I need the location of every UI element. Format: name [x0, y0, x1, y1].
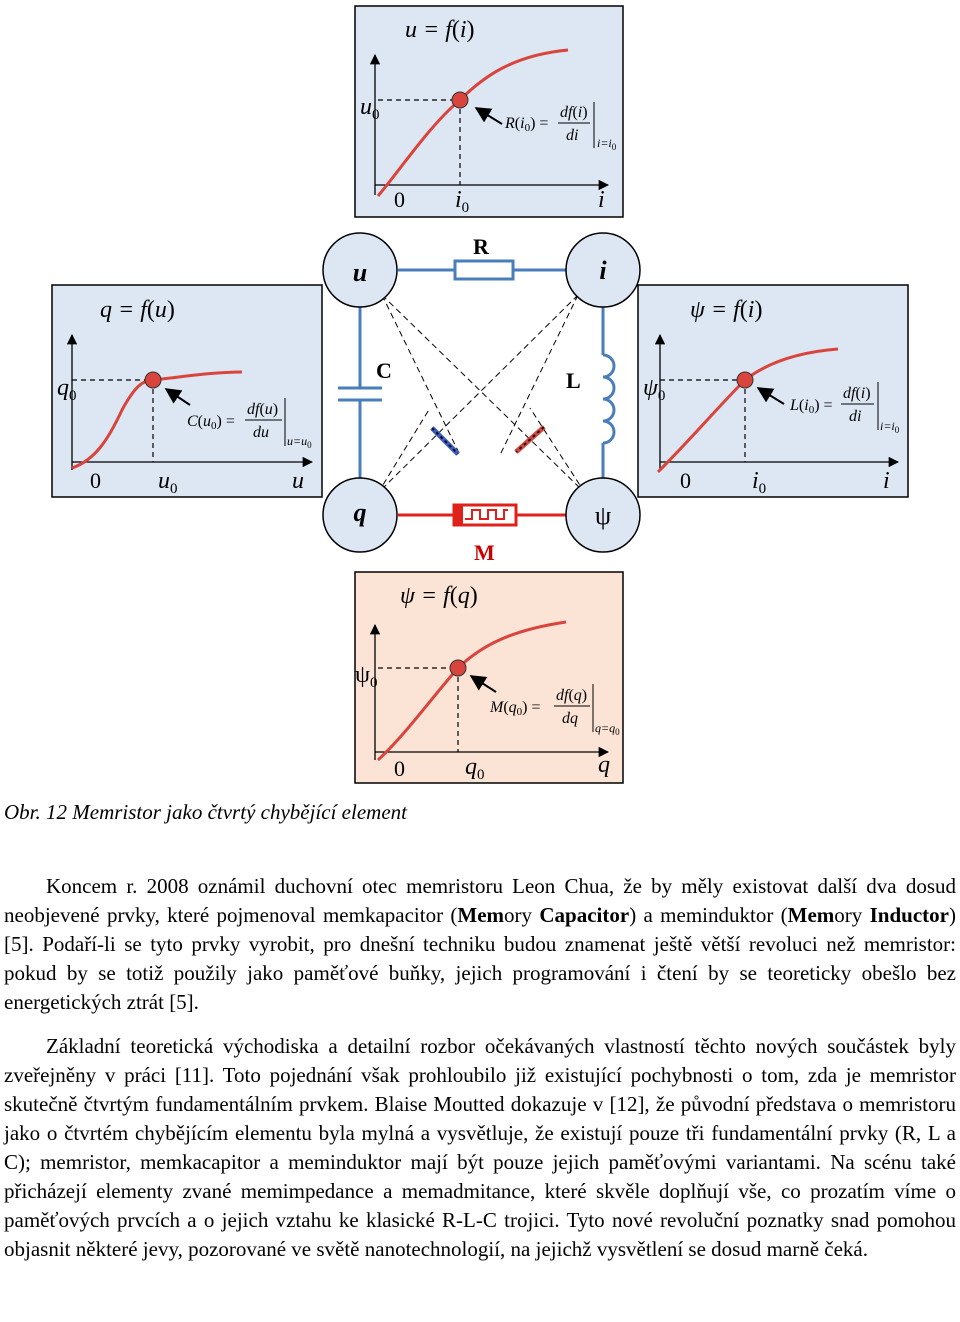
- top-deriv-at-sub: 0: [524, 122, 531, 134]
- right-x-mark-sub: 0: [758, 481, 767, 497]
- right-title-lhs: ψ: [690, 297, 705, 323]
- bottom-deriv-num-arg: q: [573, 687, 582, 704]
- meminductor-symbol-icon: [516, 427, 544, 452]
- svg-text:df(u): df(u): [247, 401, 279, 418]
- left-deriv-at-sub: 0: [211, 420, 217, 432]
- right-y-sub: 0: [657, 388, 666, 404]
- resistor-label: R: [473, 234, 489, 259]
- bottom-deriv-at: q: [508, 699, 517, 716]
- right-deriv-at: i: [804, 397, 809, 414]
- svg-text:df(i): df(i): [560, 104, 588, 121]
- svg-text:q = f(u): q = f(u): [100, 297, 175, 323]
- bottom-x-axis-label: q: [598, 752, 610, 778]
- svg-text:M(q0) =: M(q0) =: [490, 699, 541, 718]
- panel-right-l-chart: [638, 285, 908, 497]
- bottom-x-mark: q: [465, 754, 477, 780]
- svg-text:df(i): df(i): [843, 385, 871, 402]
- left-x-mark-sub: 0: [170, 481, 178, 497]
- left-y-label: q: [57, 375, 69, 401]
- top-y-label: u: [360, 94, 372, 120]
- left-eval: u=u: [287, 434, 308, 448]
- right-deriv-num: df: [843, 385, 856, 402]
- bottom-deriv-den: dq: [562, 710, 578, 727]
- right-operating-point: [737, 372, 753, 388]
- top-title-f: f: [445, 17, 452, 43]
- capacitor-label: C: [376, 358, 392, 383]
- node-u: [323, 233, 397, 307]
- right-y-label: ψ: [643, 375, 658, 401]
- left-title-f: f: [140, 297, 147, 323]
- svg-text:u: u: [352, 258, 368, 287]
- panel-left-c-chart: [52, 285, 322, 497]
- bottom-eval-sub: 0: [615, 727, 620, 737]
- svg-text:q: q: [353, 498, 367, 527]
- bottom-deriv-fn: M: [490, 699, 504, 716]
- top-x-mark: i: [455, 187, 462, 213]
- svg-text:df(q): df(q): [556, 687, 588, 704]
- top-deriv-num: df: [560, 104, 573, 121]
- bottom-y-sub: 0: [370, 675, 378, 691]
- top-title-var: i: [459, 17, 467, 43]
- top-deriv-at: i: [520, 115, 525, 132]
- top-operating-point: [452, 92, 468, 108]
- bottom-title-f: f: [443, 583, 450, 609]
- resistor-symbol-icon: [455, 261, 513, 279]
- node-q: [323, 478, 397, 552]
- right-eval-sub: 0: [894, 425, 900, 435]
- bottom-operating-point: [450, 660, 466, 676]
- top-eval-sub: 0: [611, 142, 617, 152]
- top-deriv-num-arg: i: [577, 104, 583, 121]
- svg-text:ψ = f(i): ψ = f(i): [690, 297, 763, 323]
- top-deriv-den: di: [566, 127, 579, 144]
- left-deriv-num-arg: u: [264, 401, 273, 418]
- inductor-symbol-icon: [603, 355, 614, 443]
- svg-text:i: i: [599, 256, 607, 285]
- top-x-axis-label: i: [598, 187, 605, 213]
- svg-text:ψ: ψ: [594, 501, 612, 530]
- paragraph-2: Základní teoretická východiska a detailní rozbor očekávaných vlastností těchto nových součástek byly zveřejněny v práci [11]. Toto pojednání však prohloubilo již existující pochybnosti o tom, zda je memristor skutečně čtvrtým fundamentálním prvkem. Blaise Moutted dokazuje v [12], že původní představa o memristoru jako o čtvrtém chybějícím elementu byla mylná a vysvětluje, že existují pouze tři fundamentální prvky (R, L a C); memristor, memkacapitor a meminduktor mají být pouze jejich paměťovými variantami. Na scénu také přicházejí elementy zvané memimpedance a memadmitance, které skvěle doplňují vše, co prozatím víme o paměťových prvcích a o jejich vztahu ke klasické R-L-C trojici. Tyto nové revoluční poznatky snad pomohou objasnit některé jevy, pozorované ve světě nanotechnologií, na jejichž vysvětlení se dosud marně čeká.: [4, 1034, 956, 1261]
- svg-text:ψ = f(q): ψ = f(q): [400, 583, 478, 609]
- node-psi: [566, 478, 640, 552]
- left-x-axis-label: u: [292, 468, 304, 494]
- right-eval: i=i: [880, 419, 895, 433]
- bottom-deriv-num: df: [556, 687, 569, 704]
- memcapacitor-symbol-icon: [432, 428, 458, 454]
- svg-text:C(u0) =: C(u0) =: [187, 413, 235, 432]
- top-y-sub: 0: [372, 107, 380, 123]
- svg-text:R(i0) =: R(i0) =: [505, 115, 549, 134]
- right-x-mark: i: [752, 468, 759, 494]
- left-deriv-at: u: [203, 413, 211, 430]
- top-x-origin: 0: [394, 187, 405, 212]
- bottom-deriv-at-sub: 0: [516, 706, 523, 718]
- bottom-eval: q=q: [595, 721, 616, 735]
- panel-bottom-m-chart: [355, 572, 623, 783]
- right-x-origin: 0: [680, 468, 691, 493]
- left-x-mark: u: [158, 468, 170, 494]
- svg-text:u = f(i): u = f(i): [405, 17, 475, 43]
- left-deriv-den: du: [253, 424, 269, 441]
- left-title-lhs: q: [100, 297, 112, 323]
- top-title-lhs: u: [405, 17, 417, 43]
- bottom-title-lhs: ψ: [400, 583, 415, 609]
- bottom-x-origin: 0: [394, 756, 405, 781]
- bottom-title-var: q: [457, 583, 470, 609]
- bottom-y-label: ψ: [355, 662, 371, 688]
- node-i: [566, 233, 640, 307]
- left-eval-sub: 0: [307, 440, 312, 450]
- right-title-f: f: [733, 297, 740, 323]
- left-title-var: u: [154, 297, 167, 323]
- svg-text:L(i0) =: L(i0) =: [790, 397, 833, 416]
- panel-top-r-chart: [355, 6, 623, 217]
- top-x-mark-sub: 0: [461, 200, 470, 216]
- right-deriv-fn: L: [790, 397, 799, 414]
- left-operating-point: [145, 372, 161, 388]
- left-deriv-fn: C: [187, 413, 198, 430]
- right-deriv-den: di: [849, 408, 862, 425]
- paragraph-1: Koncem r. 2008 oznámil duchovní otec memristoru Leon Chua, že by měly existovat další dva dosud neobjevené prvky, které pojmenoval memkapacitor (Memory Capacitor) a meminduktor (Memory Inductor) [5]. Podaří-li se tyto prvky vyrobit, pro dnešní techniku budou znamenat ještě větší revoluci než memristor: pokud by se totiž použily jako paměťové buňky, jejich programování i čtení by se teoreticky obešlo bez energetických ztrát [5].: [4, 874, 956, 1014]
- right-title-var: i: [747, 297, 755, 323]
- circuit: [323, 233, 640, 565]
- inductor-label: L: [566, 368, 581, 393]
- right-deriv-at-sub: 0: [808, 404, 815, 416]
- bottom-x-mark-sub: 0: [477, 767, 485, 783]
- left-deriv-num: df: [247, 401, 260, 418]
- left-x-origin: 0: [90, 468, 101, 493]
- top-eval: i=i: [597, 136, 612, 150]
- top-deriv-fn: R: [505, 115, 515, 132]
- right-x-axis-label: i: [883, 468, 890, 494]
- right-deriv-num-arg: i: [860, 385, 866, 402]
- memristor-label: M: [474, 540, 495, 565]
- left-y-sub: 0: [69, 388, 77, 404]
- figure-caption: Obr. 12 Memristor jako čtvrtý chybějící element: [4, 800, 407, 824]
